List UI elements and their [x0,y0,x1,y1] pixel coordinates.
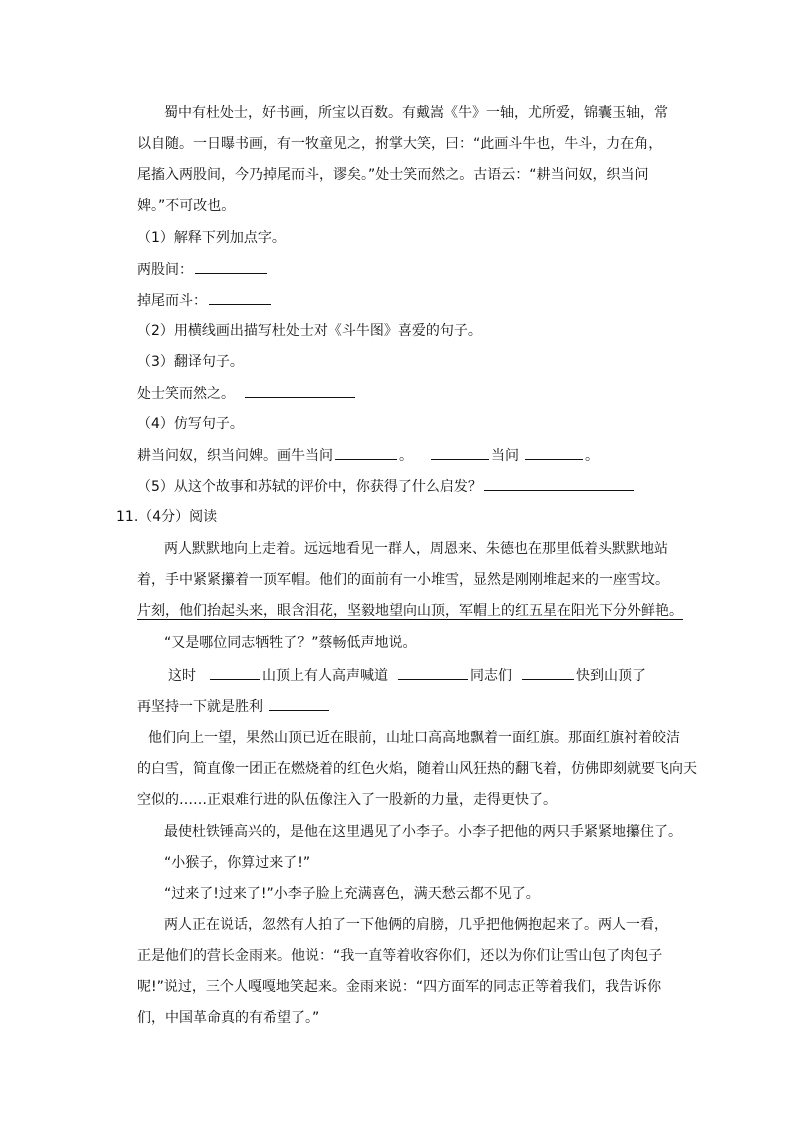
q4-row [137,445,599,466]
passage2-p3-a: 这时 [168,668,196,684]
q3-sentence-row [137,383,357,404]
q4-part-3: 当问 [491,448,519,464]
passage2-p2: “又是哪位同志牺牲了？”蔡畅低声地说。 [164,635,417,651]
passage1-line-4: 婢。”不可改也。 [137,198,236,214]
q3-sentence: 处士笑而然之。 [137,386,235,402]
q4-blank-3[interactable] [525,445,583,460]
passage2-p8-line-3: 呢!”说过，三个人嘎嘎地笑起来。金雨来说：“四方面军的同志正等着我们，我告诉你 [137,979,662,995]
passage1-line-3: 尾搐入两股间，今乃掉尾而斗，谬矣。”处士笑而然之。古语云：“耕当问奴，织当问 [137,167,649,183]
q3-prompt: （3）翻译句子。 [137,354,244,370]
passage2-p4-line-2: 的白雪，简直像一团正在燃烧着的红色火焰，随着山风狂热的翻飞着，仿佛即刻就要飞向天 [137,761,697,777]
q2-prompt: （2）用横线画出描写杜处士对《斗牛图》喜爱的句子。 [137,323,482,339]
passage2-p4-line-3: 空似的……正艰难行进的队伍像注入了一股新的力量，走得更快了。 [137,792,557,808]
passage2-p3-row [168,665,646,686]
q1-item-1 [137,259,269,280]
passage2-p3-row-2 [137,696,331,717]
passage2-blank-3[interactable] [522,665,574,680]
passage2-p8-line-1: 两人正在说话，忽然有人拍了一下他俩的肩膀，几乎把他俩抱起来了。两人一看， [164,917,668,933]
q11-header: 11.（4分）阅读 [116,509,218,525]
q4-prompt: （4）仿写句子。 [137,416,244,432]
passage2-p7: “过来了!过来了!”小李子脸上充满喜色，满天愁云都不见了。 [164,886,540,902]
passage2-p3-e: 再坚持一下就是胜利 [137,699,263,715]
passage2-p1-underlined: 片刻，他们抬起头来，眼含泪花，坚毅地望向山顶，军帽上的红五星在阳光下分外鲜艳。 [137,603,683,619]
passage2-p6: “小猴子，你算过来了!” [164,855,311,871]
q1-item-1-blank[interactable] [195,259,267,274]
q1-item-2-blank[interactable] [209,290,271,305]
q4-blank-2[interactable] [431,445,489,460]
passage2-p1-line-2: 着，手中紧紧攥着一顶军帽。他们的面前有一小堆雪，显然是刚刚堆起来的一座雪坟。 [137,572,669,588]
passage2-p5: 最使杜铁锤高兴的，是他在这里遇见了小李子。小李子把他的两只手紧紧地攥住了。 [164,824,682,840]
passage2-p8-line-2: 正是他们的营长金雨来。他说：“我一直等着收容你们，还以为你们让雪山包了肉包子 [137,948,663,964]
q5-prompt: （5）从这个故事和苏轼的评价中，你获得了什么启发？ [137,479,482,495]
q4-part-4: 。 [585,448,599,464]
passage2-blank-2[interactable] [398,665,468,680]
passage2-p8-line-4: 们，中国革命真的有希望了。” [137,1010,320,1026]
q5-row [137,476,636,497]
passage2-blank-4[interactable] [269,696,329,711]
passage2-p3-c: 同志们 [470,668,512,684]
passage1-line-2: 以自随。一日曝书画，有一牧童见之，拊掌大笑，曰：“此画斗牛也，牛斗，力在角， [137,136,663,152]
q1-item-1-label: 两股间： [137,262,193,278]
q4-blank-1[interactable] [335,445,397,460]
passage2-p3-d: 快到山顶了 [576,668,646,684]
passage1-line-1: 蜀中有杜处士，好书画，所宝以百数。有戴嵩《牛》一轴，尤所爱，锦囊玉轴，常 [164,105,668,121]
q4-part-2: 。 [399,448,413,464]
q1-item-2 [137,290,273,311]
passage2-p3-b: 山顶上有人高声喊道 [262,668,388,684]
passage2-p4-line-1: 他们向上一望，果然山顶已近在眼前，山址口高高地飘着一面红旗。那面红旗衬着皎洁 [148,730,680,746]
q1-item-2-label: 掉尾而斗： [137,293,207,309]
q4-part-1: 耕当问奴，织当问婢。画牛当问 [137,448,333,464]
q5-answer-blank[interactable] [484,476,634,491]
q1-prompt: （1）解释下列加点字。 [137,230,286,246]
passage2-blank-1[interactable] [210,665,260,680]
passage2-p1-line-1: 两人默默地向上走着。远远地看见一群人，周恩来、朱德也在那里低着头默默地站 [164,541,668,557]
q3-answer-blank[interactable] [245,383,355,398]
